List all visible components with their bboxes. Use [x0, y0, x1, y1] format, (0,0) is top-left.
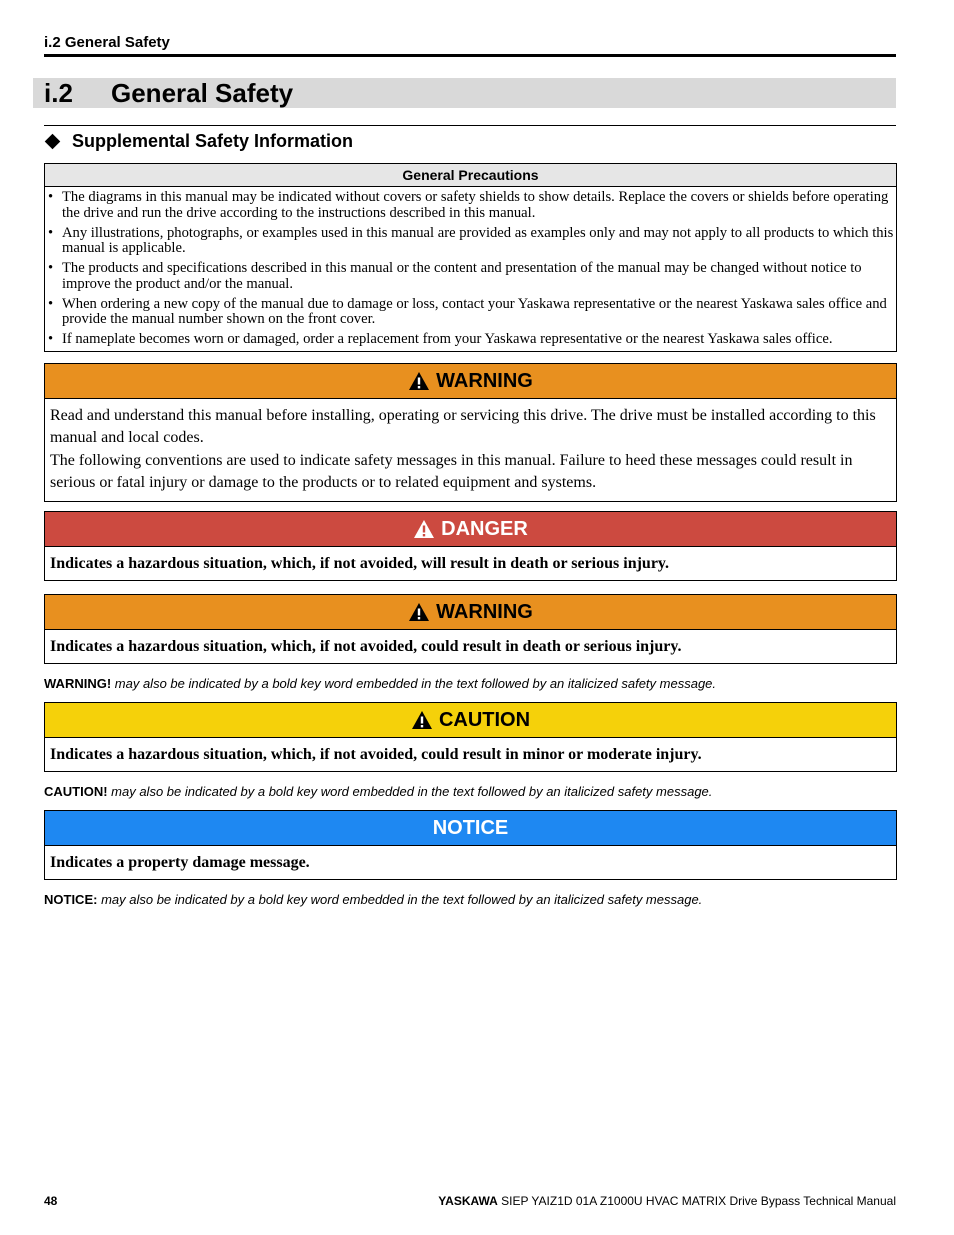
hazard-triangle-icon [408, 371, 430, 391]
hazard-triangle-icon [411, 710, 433, 730]
precautions-list [45, 187, 896, 351]
warning-main-label: WARNING [436, 369, 533, 392]
danger-label: DANGER [441, 517, 528, 540]
warning-main-paragraph: The following conventions are used to indicate safety messages in this manual. Failure to heed these messages could result in serious or fatal injury or damage to the products or to related equipment and systems. [50, 452, 853, 491]
warning-main-body [45, 399, 896, 501]
list-item: • The products and specifications described in this manual or the content and presentation of the manual may be changed without notice to improve the product and/or the manual. [48, 260, 862, 292]
warning-label: WARNING [436, 600, 533, 623]
subheading [44, 130, 353, 152]
notice-note-text: may also be indicated by a bold key word embedded in the text followed by an italicized safety message. [97, 892, 703, 907]
footer-document-title [438, 1194, 896, 1208]
footer-doc-text: SIEP YAIZ1D 01A Z1000U HVAC MATRIX Drive Bypass Technical Manual [497, 1194, 896, 1208]
section-heading [33, 78, 896, 108]
caution-note-text: may also be indicated by a bold key word embedded in the text followed by an italicized safety message. [107, 784, 713, 799]
caution-text: Indicates a hazardous situation, which, if not avoided, could result in minor or moderate injury. [50, 746, 702, 763]
warning-main-banner [45, 364, 896, 399]
caution-note-key: CAUTION! [44, 784, 108, 799]
notice-label: NOTICE [432, 816, 509, 839]
warning-note-key: WARNING! [44, 676, 112, 691]
caution-note [44, 784, 712, 800]
warning-main-paragraph: Read and understand this manual before installing, operating or servicing this drive. The drive must be installed according to this manual and local codes. [50, 407, 876, 446]
caution-label: CAUTION [438, 708, 531, 731]
hazard-triangle-icon [408, 602, 430, 622]
page-number: 48 [44, 1194, 58, 1208]
warning-note-text: may also be indicated by a bold key word embedded in the text followed by an italicized safety message. [111, 676, 717, 691]
list-item: • The diagrams in this manual may be indicated without covers or safety shields to show details. Replace the covers or shields before operating the drive and run the drive according to the instructions described in this manual. [48, 189, 889, 221]
notice-note-key: NOTICE: [44, 892, 98, 907]
warning-main-box [44, 363, 897, 502]
section-title: General Safety [111, 78, 294, 108]
danger-banner [45, 512, 896, 547]
notice-box [44, 810, 897, 880]
caution-banner [45, 703, 896, 738]
list-item: • If nameplate becomes worn or damaged, order a replacement from your Yaskawa representative or the nearest Yaskawa sales office. [48, 331, 833, 347]
danger-box [44, 511, 897, 581]
caution-box [44, 702, 897, 772]
list-item: • When ordering a new copy of the manual due to damage or loss, contact your Yaskawa representative or the nearest Yaskawa sales office and provide the manual number shown on the front cover. [48, 295, 887, 327]
notice-banner [45, 811, 896, 846]
warning-box [44, 594, 897, 664]
notice-note [44, 892, 702, 908]
warning-note [44, 676, 716, 692]
subheading-text: Supplemental Safety Information [72, 131, 354, 151]
notice-text: Indicates a property damage message. [50, 854, 310, 871]
section-number: i.2 [44, 78, 73, 108]
general-precautions-box [44, 163, 897, 352]
hazard-triangle-icon [413, 519, 435, 539]
footer-brand: YASKAWA [438, 1194, 498, 1208]
precautions-title: General Precautions [45, 164, 896, 187]
warning-banner [45, 595, 896, 630]
list-item: • Any illustrations, photographs, or examples used in this manual are provided as examples only and may not apply to all products to which this manual is applicable. [48, 224, 894, 256]
subheading-rule [44, 125, 896, 126]
danger-text: Indicates a hazardous situation, which, if not avoided, will result in death or serious injury. [50, 555, 670, 572]
running-header: i.2 General Safety [44, 34, 896, 57]
warning-text: Indicates a hazardous situation, which, if not avoided, could result in death or serious injury. [50, 638, 682, 655]
diamond-bullet-icon [45, 133, 61, 149]
